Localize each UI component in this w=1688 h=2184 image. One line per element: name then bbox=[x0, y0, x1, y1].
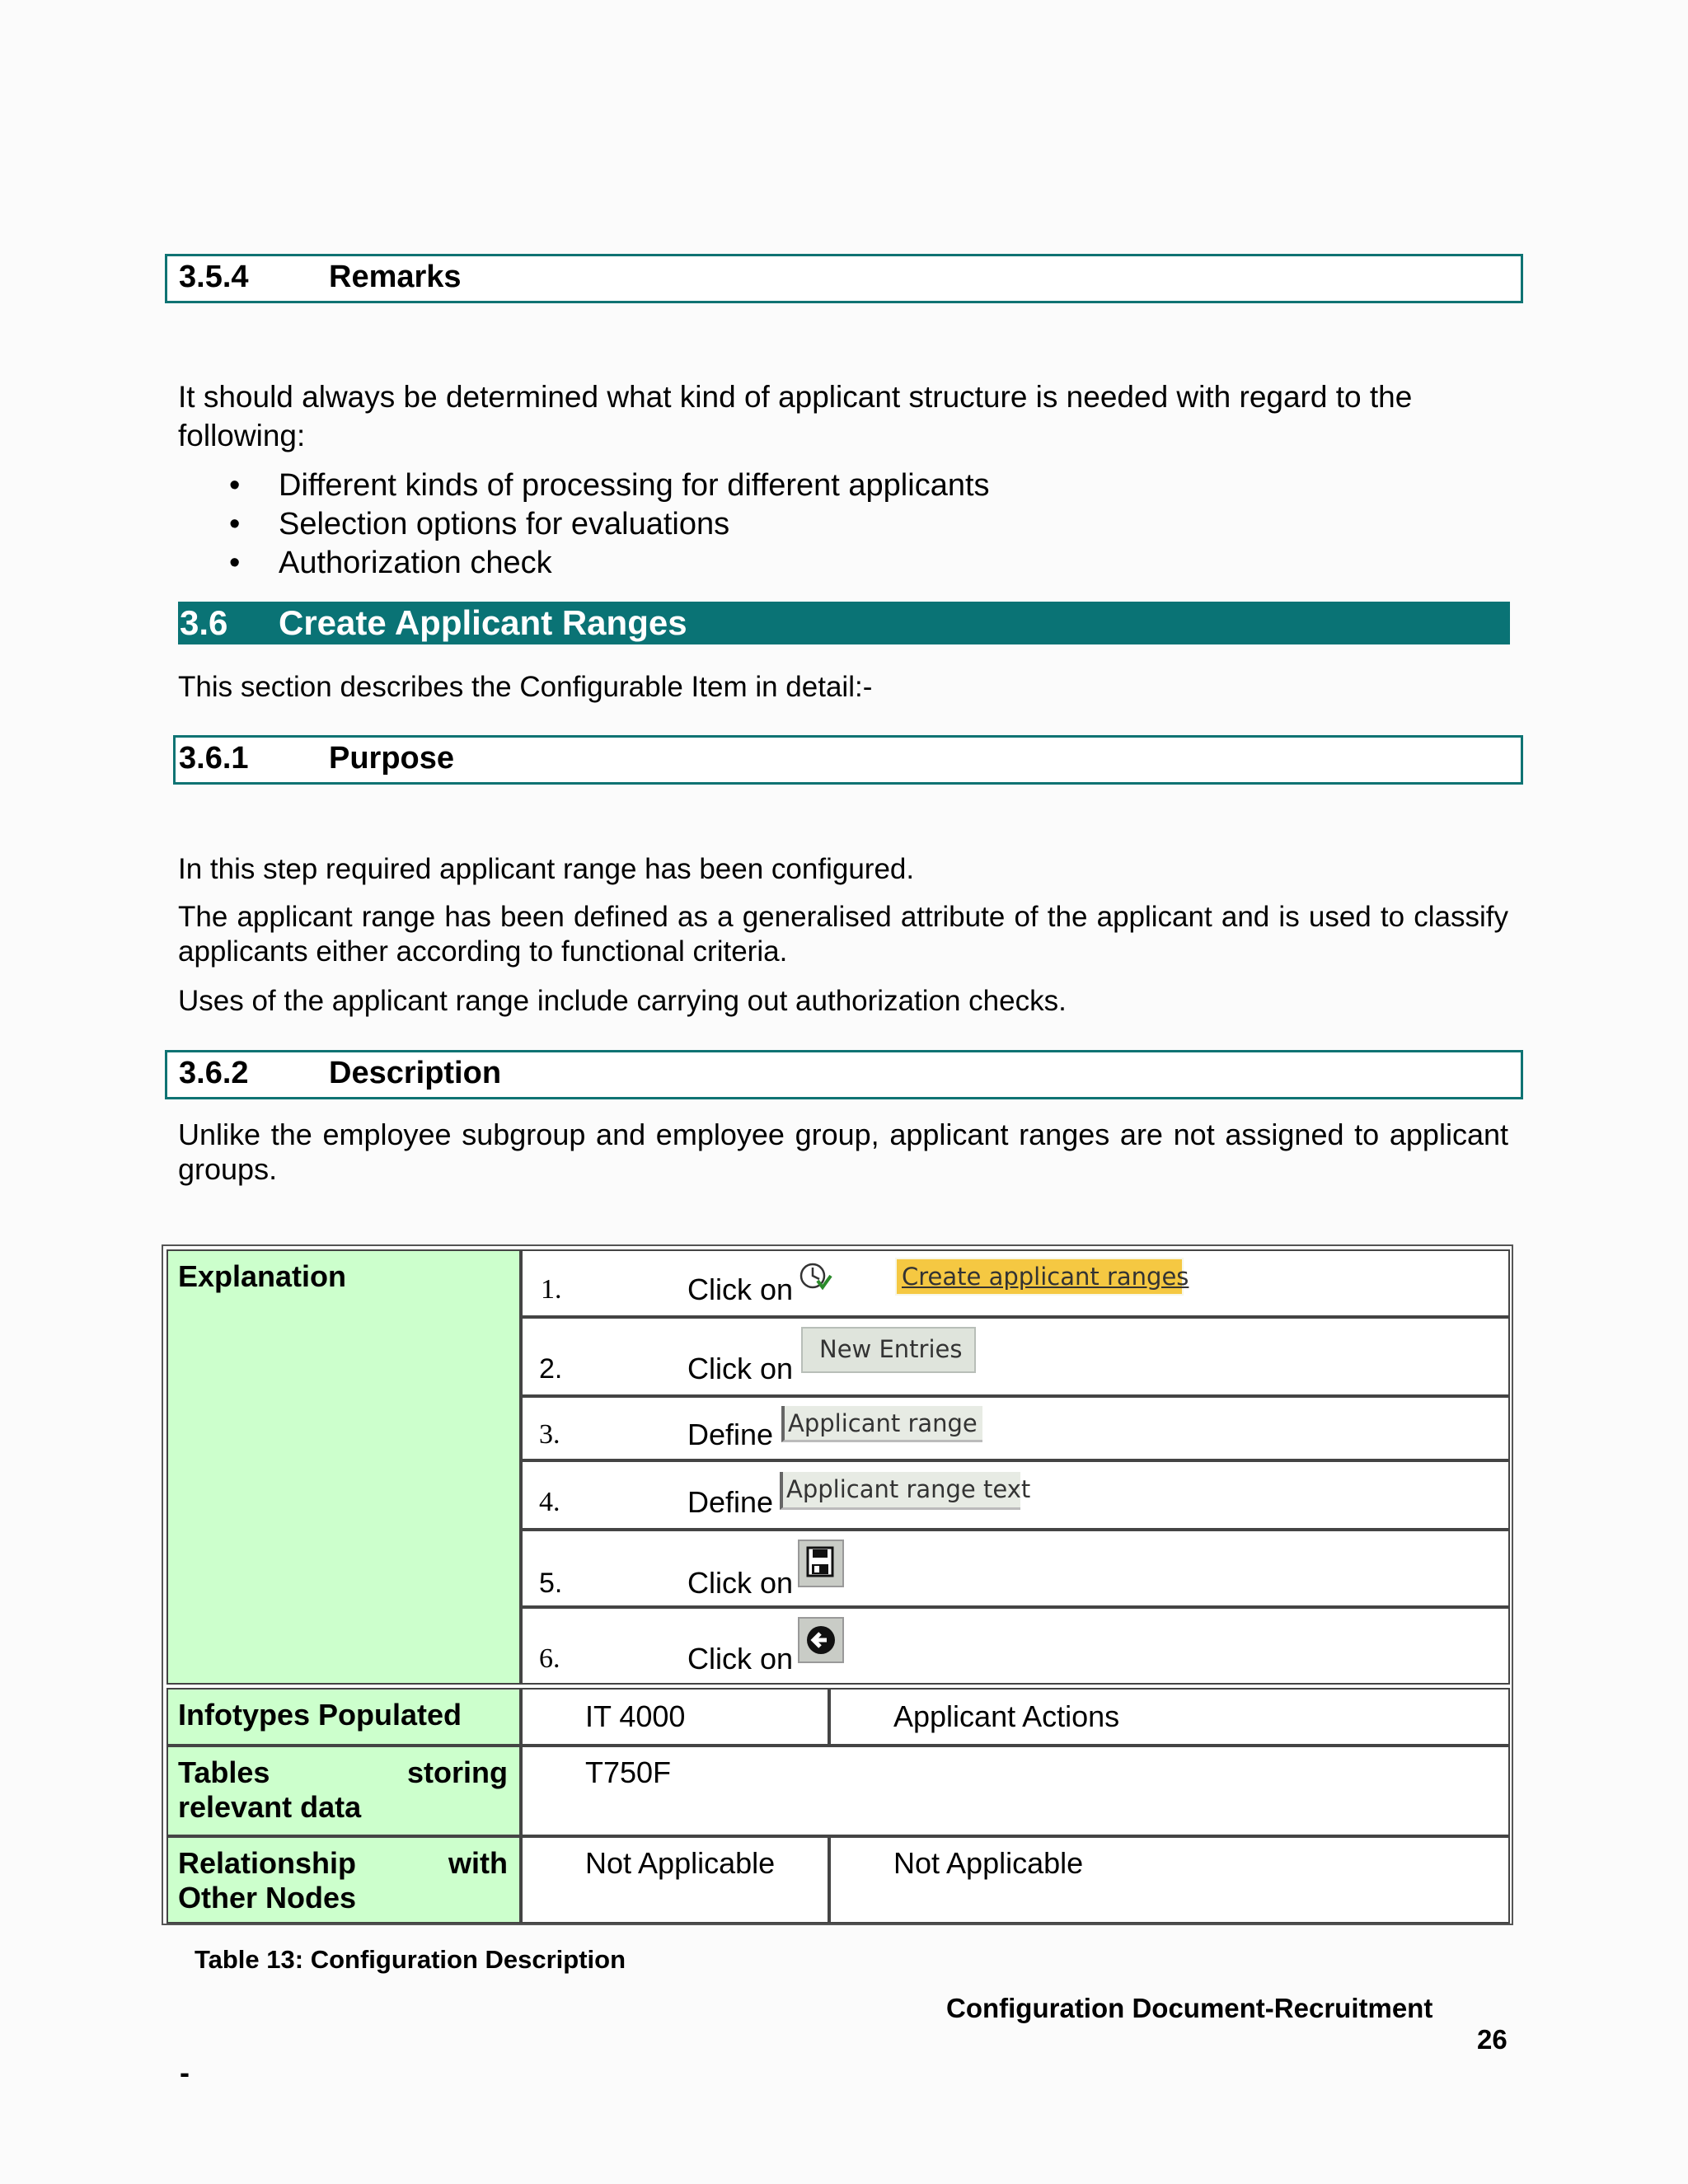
bullet-marker: • bbox=[229, 546, 241, 580]
step-verb: Click on bbox=[687, 1352, 794, 1385]
purpose-p2: The applicant range has been defined as a generalised attribute of the applicant and is used to classify applicants either according to functional criteria. bbox=[178, 901, 1508, 968]
step-row bbox=[521, 1460, 1510, 1530]
section-361-header bbox=[173, 735, 1523, 785]
section-36-header bbox=[178, 602, 1510, 644]
tables-value: T750F bbox=[585, 1755, 672, 1789]
section-number: 3.6 bbox=[180, 603, 228, 642]
relationship-value: Not Applicable bbox=[893, 1846, 1084, 1880]
footer-dash: - bbox=[180, 2055, 190, 2089]
step-row bbox=[521, 1249, 1510, 1317]
step-number: 5. bbox=[539, 1568, 563, 1599]
step-number: 1. bbox=[541, 1274, 562, 1305]
section-title: Create Applicant Ranges bbox=[279, 603, 687, 642]
step-row bbox=[521, 1530, 1510, 1607]
tables-label-word1: Tables bbox=[178, 1755, 270, 1789]
create-applicant-ranges-button[interactable] bbox=[895, 1258, 1189, 1296]
tables-value-cell bbox=[521, 1746, 1510, 1836]
infotype-name: Applicant Actions bbox=[893, 1699, 1120, 1733]
section-number: 3.5.4 bbox=[179, 260, 249, 294]
section-title: Description bbox=[329, 1056, 502, 1090]
tables-label-word2: storing bbox=[407, 1755, 508, 1789]
relationship-label-word2: with bbox=[448, 1846, 508, 1880]
bullet-marker: • bbox=[229, 468, 241, 503]
step-verb: Click on bbox=[687, 1566, 794, 1600]
step-number: 3. bbox=[539, 1419, 560, 1450]
footer-doc-title: Configuration Document-Recruitment bbox=[946, 1993, 1433, 2023]
table-caption: Table 13: Configuration Description bbox=[195, 1945, 626, 1974]
section-number: 3.6.1 bbox=[179, 741, 249, 776]
relationship-label-word1: Relationship bbox=[178, 1846, 357, 1880]
section-number: 3.6.2 bbox=[179, 1056, 249, 1090]
remarks-intro: It should always be determined what kind of applicant structure is needed with regard to the following: bbox=[178, 380, 1413, 452]
step-number: 4. bbox=[539, 1487, 560, 1517]
back-icon[interactable] bbox=[798, 1617, 844, 1663]
step-number: 2. bbox=[539, 1353, 563, 1385]
step-verb: Click on bbox=[687, 1642, 794, 1675]
relationship-value-cell bbox=[829, 1836, 1510, 1924]
step-verb: Click on bbox=[687, 1272, 794, 1306]
section-title: Purpose bbox=[329, 741, 455, 776]
explanation-label-cell bbox=[166, 1249, 521, 1685]
infotypes-label: Infotypes Populated bbox=[178, 1698, 462, 1732]
purpose-p3: Uses of the applicant range include carrying out authorization checks. bbox=[178, 985, 1067, 1017]
relationship-value: Not Applicable bbox=[585, 1846, 776, 1880]
tables-label-line2: relevant data bbox=[178, 1790, 362, 1824]
infotypes-label-cell bbox=[166, 1688, 521, 1746]
relationship-value-cell bbox=[521, 1836, 829, 1924]
applicant-range-text-field[interactable] bbox=[780, 1472, 1031, 1510]
step-row bbox=[521, 1607, 1510, 1685]
step-row bbox=[521, 1396, 1510, 1460]
bullet-text: Different kinds of processing for different applicants bbox=[279, 468, 990, 503]
page-number: 26 bbox=[1477, 2024, 1507, 2055]
tables-label-cell bbox=[166, 1746, 521, 1836]
step-row bbox=[521, 1317, 1510, 1396]
button-label: Create applicant ranges bbox=[902, 1263, 1189, 1291]
bullet-text: Authorization check bbox=[279, 546, 552, 580]
configuration-table bbox=[162, 1244, 1513, 1925]
step-verb: Define bbox=[687, 1418, 774, 1451]
section-title: Remarks bbox=[329, 260, 462, 294]
section-354-header bbox=[165, 254, 1523, 303]
step-verb: Define bbox=[687, 1485, 774, 1519]
explanation-label: Explanation bbox=[178, 1259, 347, 1293]
applicant-range-field[interactable] bbox=[781, 1406, 982, 1442]
section-362-header bbox=[165, 1050, 1523, 1099]
infotype-name-cell bbox=[829, 1688, 1510, 1746]
infotype-code: IT 4000 bbox=[585, 1699, 686, 1733]
purpose-p1: In this step required applicant range has been configured. bbox=[178, 853, 915, 885]
bullet-text: Selection options for evaluations bbox=[279, 507, 730, 541]
relationship-label-cell bbox=[166, 1836, 521, 1924]
infotype-code-cell bbox=[521, 1688, 829, 1746]
field-label: Applicant range bbox=[788, 1409, 978, 1437]
description-text: Unlike the employee subgroup and employee group, applicant ranges are not assigned to applicant groups. bbox=[178, 1118, 1508, 1186]
relationship-label-line2: Other Nodes bbox=[178, 1881, 357, 1915]
button-label: New Entries bbox=[819, 1335, 963, 1363]
new-entries-button[interactable] bbox=[801, 1327, 976, 1373]
bullet-marker: • bbox=[229, 507, 241, 541]
save-icon[interactable] bbox=[798, 1540, 844, 1587]
execute-icon bbox=[798, 1259, 834, 1296]
section-36-intro: This section describes the Configurable Item in detail:- bbox=[178, 671, 873, 703]
step-number: 6. bbox=[539, 1643, 560, 1674]
field-label: Applicant range text bbox=[786, 1475, 1031, 1503]
